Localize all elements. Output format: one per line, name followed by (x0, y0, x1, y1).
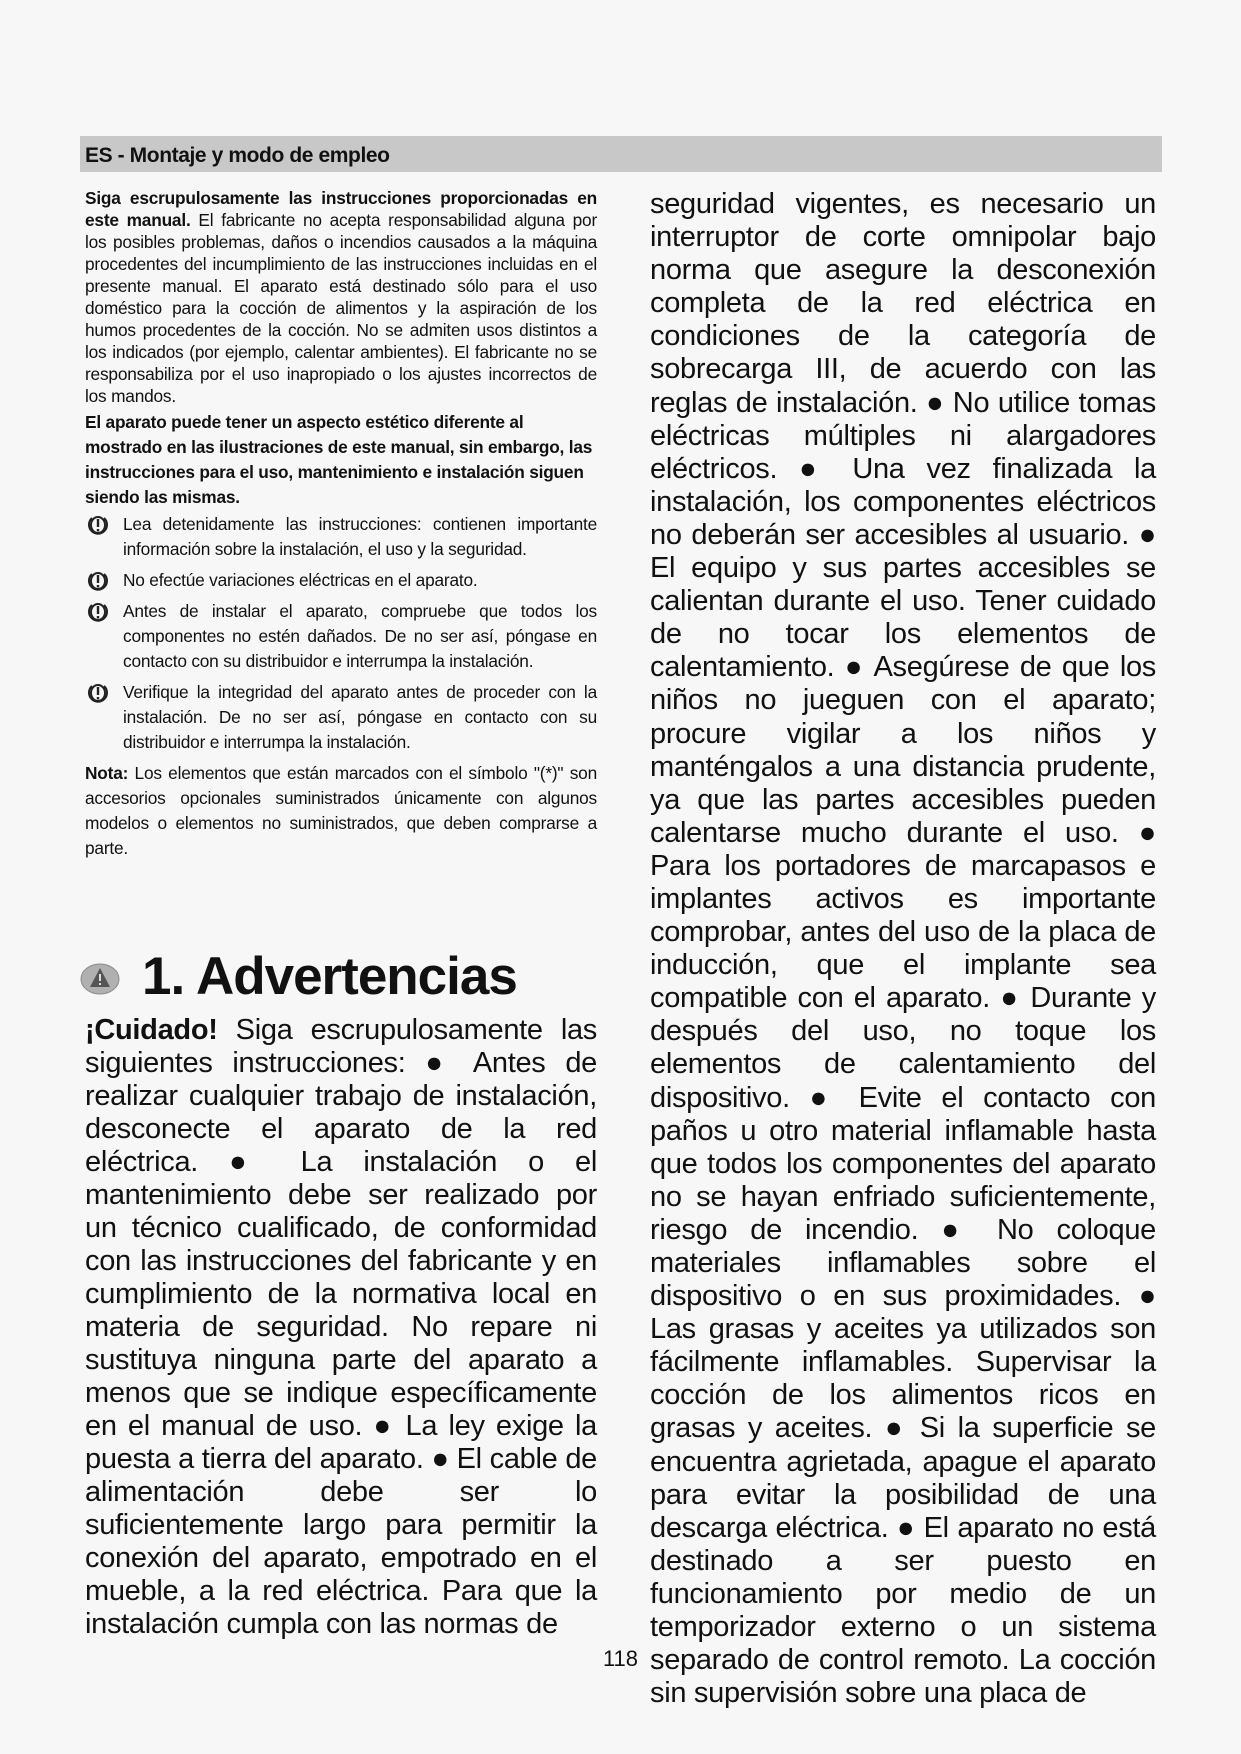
nota-paragraph (85, 761, 597, 861)
advertencias-left-text (85, 1014, 597, 1641)
page-number: 118 (602, 1646, 639, 1671)
section-heading (80, 944, 600, 1014)
caution-lead: ¡Cuidado! (85, 1014, 218, 1046)
section-title: 1. Advertencias (142, 947, 517, 1006)
nota-label: Nota: (85, 763, 129, 783)
nota-text: Los elementos que están marcados con el símbolo "(*)" son accesorios opcionales suministrados únicamente con algunos modelos o elementos no suministrados, que deben comprarse a parte. (85, 763, 597, 858)
exclamation-circle-icon (85, 601, 111, 623)
warning-item (85, 512, 597, 562)
intro-bold-lead: Siga escrupulosamente las instrucciones proporcionadas en este manual. (85, 188, 597, 230)
advertencias-right-text: seguridad vigentes, es necesario un interruptor de corte omnipolar bajo norma que asegure la desconexión completa de la red eléctrica en condiciones de la categoría de sobrecarga III, de acuerdo con las reglas de instalación. ● No utilice tomas eléctricas múltiples ni alargadores eléctricos. ● Una vez finalizada la instalación, los componentes eléctricos no deberán ser accesibles al usuario. ● El equipo y sus partes accesibles se calientan durante el uso. Tener cuidado de no tocar los elementos de calentamiento. ● Asegúrese de que los niños no jueguen con el aparato; procure vigilar a los niños y manténgalos a una distancia prudente, ya que las partes accesibles pueden calentarse mucho durante el uso. ● Para los portadores de marcapasos e implantes activos es importante comprobar, antes del uso de la placa de inducción, que el implante sea compatible con el aparato. ● Durante y después del uso, no toque los elementos de calentamiento del dispositivo. ● Evite el contacto con paños u otro material inflamable hasta que todos los componentes del aparato no se hayan enfriado suficientemente, riesgo de incendio. ● No coloque materiales inflamables sobre el dispositivo o en sus proximidades. ● Las grasas y aceites ya utilizados son fácilmente inflamables. Supervisar la cocción de los alimentos ricos en grasas y aceites. ● Si la superficie se encuentra agrietada, apague el aparato para evitar la posibilidad de una descarga eléctrica. ● El aparato no está destinado a ser puesto en funcionamiento por medio de un temporizador externo o un sistema separado de control remoto. La cocción sin supervisión sobre una placa de (650, 188, 1156, 1710)
aesthetic-note: El aparato puede tener un aspecto estético diferente al mostrado en las ilustraciones de este manual, sin embargo, las instrucciones para el uso, mantenimiento e instalación siguen siendo las mismas. (85, 412, 593, 507)
warning-text: No efectúe variaciones eléctricas en el aparato. (123, 570, 478, 590)
warning-triangle-icon (80, 962, 120, 996)
intro-text: El fabricante no acepta responsabilidad alguna por los posibles problemas, daños o incendios causados a la máquina procedentes del incumplimiento de las instrucciones incluidas en el presente manual. El aparato está destinado sólo para el uso doméstico para la cocción de alimentos y la aspiración de los humos procedentes de la cocción. No se admiten usos distintos a los indicados (por ejemplo, calentar ambientes). El fabricante no se responsabiliza por el uso inapropiado o los ajustes incorrectos de los mandos. (85, 210, 597, 406)
header-title: ES - Montaje y modo de empleo (85, 144, 390, 167)
exclamation-circle-icon (85, 570, 111, 592)
exclamation-circle-icon (85, 682, 111, 704)
warning-item (85, 680, 597, 755)
exclamation-circle-icon (85, 514, 111, 536)
warning-text: Antes de instalar el aparato, compruebe que todos los componentes no estén dañados. De no ser así, póngase en contacto con su distribuidor e interrumpa la instalación. (123, 601, 597, 671)
warnings-list (85, 512, 597, 755)
intro-paragraph (85, 187, 597, 407)
warning-item (85, 599, 597, 674)
warning-text: Verifique la integridad del aparato antes de proceder con la instalación. De no ser así, póngase en contacto con su distribuidor e interrumpa la instalación. (123, 682, 597, 752)
warning-item (85, 568, 597, 593)
left-column-intro (85, 187, 597, 861)
advertencias-left-body: Siga escrupulosamente las siguientes instrucciones: ● Antes de realizar cualquier trabajo de instalación, desconecte el aparato de la red eléctrica. ● La instalación o el mantenimiento debe ser realizado por un técnico cualificado, de conformidad con las instrucciones del fabricante y en cumplimiento de la normativa local en materia de seguridad. No repare ni sustituya ninguna parte del aparato a menos que se indique específicamente en el manual de uso. ● La ley exige la puesta a tierra del aparato. ● El cable de alimentación debe ser lo suficientemente largo para permitir la conexión del aparato, empotrado en el mueble, a la red eléctrica. Para que la instalación cumpla con las normas de (85, 1014, 597, 1640)
section-header-bar (80, 136, 1162, 172)
warning-text: Lea detenidamente las instrucciones: contienen importante información sobre la instalación, el uso y la seguridad. (123, 514, 597, 559)
